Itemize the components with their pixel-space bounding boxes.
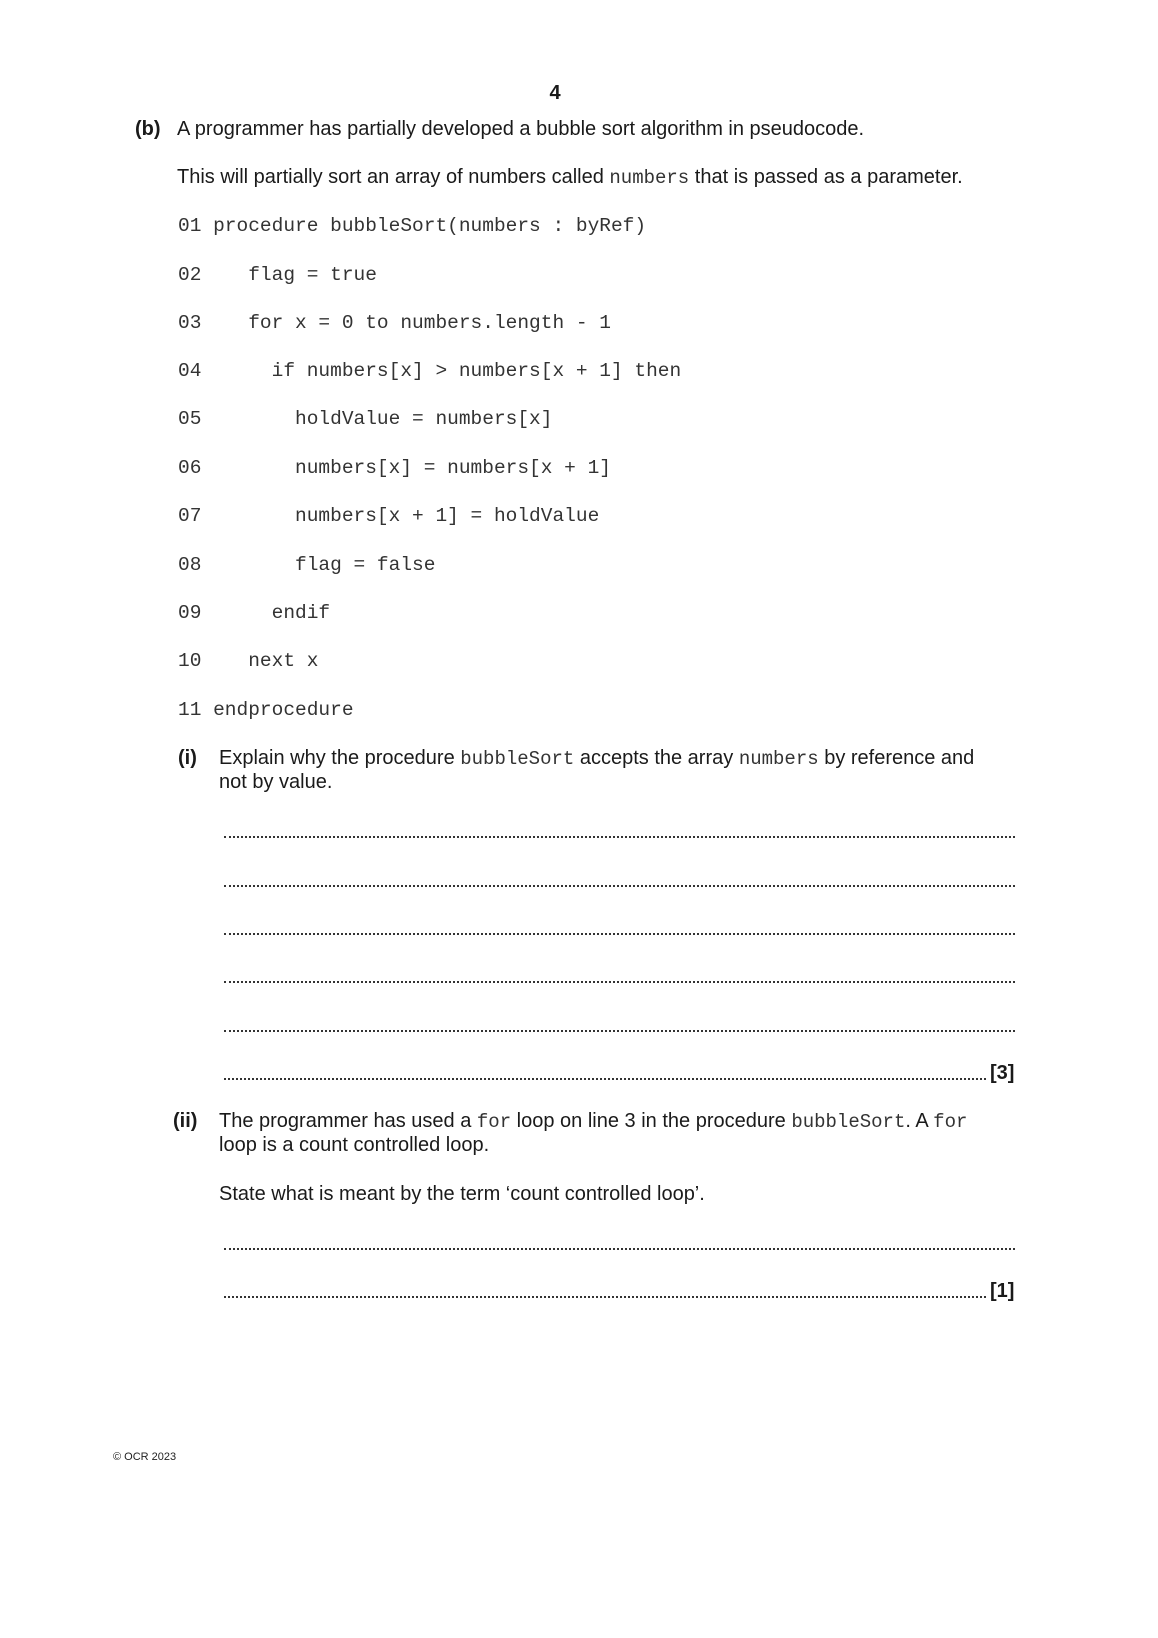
line-number: 05 [178,408,202,430]
inline-code-bubblesort: bubbleSort [460,748,575,770]
answer-line-i-4[interactable] [224,981,1015,983]
text-span: accepts the array [574,747,739,769]
question-label-ii: (ii) [173,1110,198,1132]
code-line [178,554,435,576]
code-text: procedure bubbleSort(numbers : byRef) [201,215,647,237]
code-line [178,408,552,430]
code-line [178,312,611,334]
answer-line-i-6[interactable] [224,1078,986,1080]
answer-line-i-1[interactable] [224,836,1015,838]
context-text-1: This will partially sort an array of numbers called [177,166,610,188]
inline-code-for: for [933,1111,968,1133]
text-span: loop on line 3 in the procedure [511,1110,792,1132]
text-span: The programmer has used a [219,1110,477,1132]
inline-code-numbers: numbers [609,167,690,189]
code-text: next x [201,650,319,672]
line-number: 04 [178,360,202,382]
question-context [177,165,963,191]
inline-code-numbers: numbers [738,748,819,770]
code-text: endprocedure [201,699,354,721]
text-span: . A [905,1110,934,1132]
code-line [178,505,599,527]
question-ii-text-line2: loop is a count controlled loop. [219,1134,490,1156]
context-text-2: that is passed as a parameter. [689,166,963,188]
question-ii-instruction: State what is meant by the term ‘count controlled loop’. [219,1183,705,1205]
question-i-text-line2: not by value. [219,771,333,793]
marks-ii: [1] [990,1280,1015,1302]
line-number: 06 [178,457,202,479]
answer-line-i-2[interactable] [224,885,1015,887]
question-label-b: (b) [135,118,161,140]
line-number: 07 [178,505,202,527]
code-line [178,215,646,237]
line-number: 01 [178,215,202,237]
question-intro: A programmer has partially developed a bubble sort algorithm in pseudocode. [177,118,865,140]
code-text: for x = 0 to numbers.length - 1 [201,312,611,334]
question-label-i: (i) [178,747,197,769]
code-text: endif [201,602,331,624]
code-line [178,264,377,286]
code-text: numbers[x + 1] = holdValue [201,505,600,527]
code-line [178,360,681,382]
answer-line-ii-1[interactable] [224,1248,1015,1250]
code-text: flag = false [201,554,436,576]
code-line [178,650,318,672]
line-number: 10 [178,650,202,672]
code-line [178,457,611,479]
inline-code-bubblesort: bubbleSort [791,1111,906,1133]
answer-line-i-3[interactable] [224,933,1015,935]
line-number: 02 [178,264,202,286]
code-text: holdValue = numbers[x] [201,408,553,430]
line-number: 08 [178,554,202,576]
code-text: if numbers[x] > numbers[x + 1] then [201,360,682,382]
answer-line-ii-2[interactable] [224,1296,986,1298]
code-text: flag = true [201,264,377,286]
code-text: numbers[x] = numbers[x + 1] [201,457,611,479]
marks-i: [3] [990,1062,1015,1084]
line-number: 11 [178,699,202,721]
question-i-text-line1 [219,746,974,772]
question-ii-text-line1 [219,1109,967,1135]
copyright-footer: © OCR 2023 [113,1451,177,1463]
page-number: 4 [549,82,561,104]
line-number: 09 [178,602,202,624]
text-span: Explain why the procedure [219,747,461,769]
answer-line-i-5[interactable] [224,1030,1015,1032]
code-line [178,699,354,721]
code-line [178,602,330,624]
text-span: by reference and [818,747,975,769]
line-number: 03 [178,312,202,334]
inline-code-for: for [476,1111,512,1133]
